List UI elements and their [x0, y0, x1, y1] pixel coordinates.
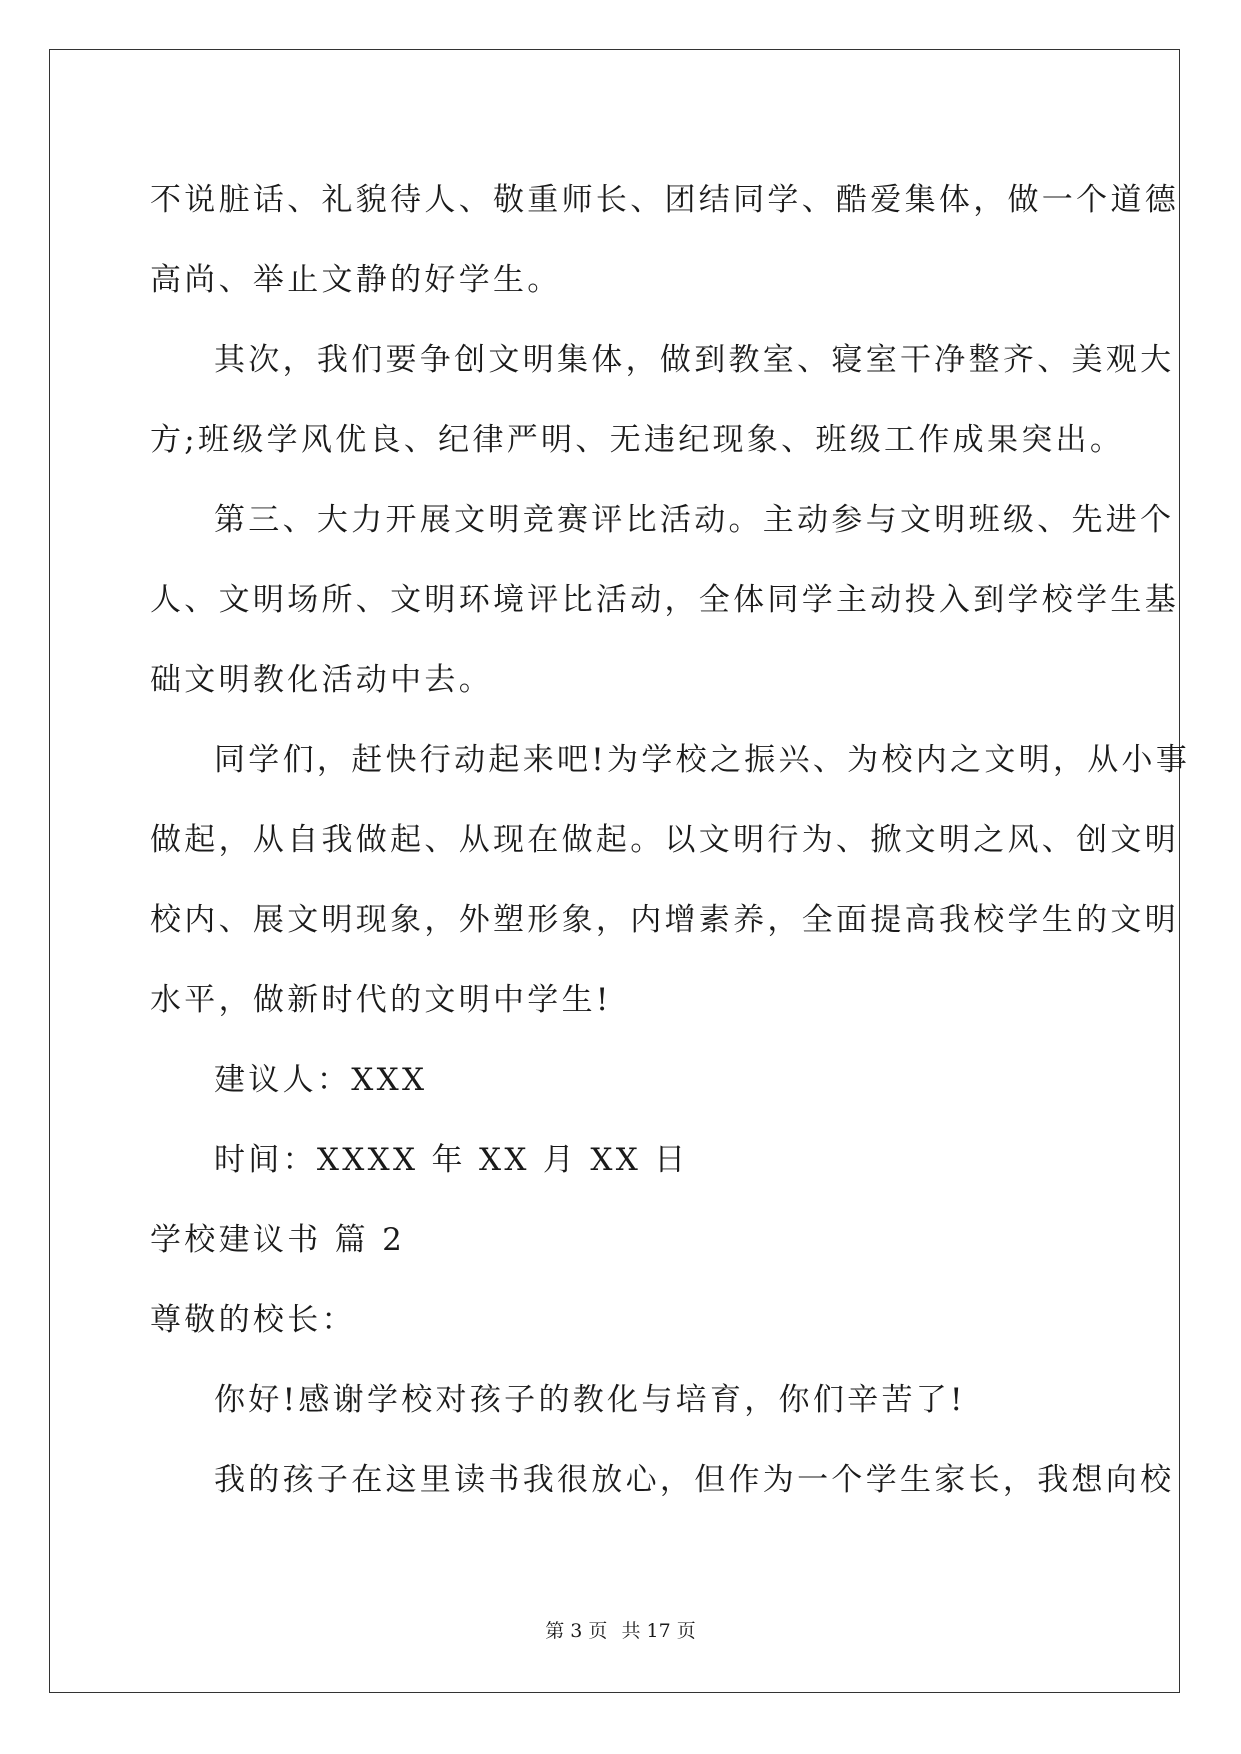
- text-line: 础文明教化活动中去。: [150, 662, 493, 698]
- text-line: 其次，我们要争创文明集体，做到教室、寝室干净整齐、美观大: [214, 342, 1175, 378]
- text-line: 同学们，赶快行动起来吧!为学校之振兴、为校内之文明，从小事: [214, 742, 1191, 778]
- text-line: 水平，做新时代的文明中学生!: [150, 982, 612, 1018]
- text-line: 高尚、举止文静的好学生。: [150, 262, 562, 298]
- text-line: 不说脏话、礼貌待人、敬重师长、团结同学、酷爱集体，做一个道德: [150, 182, 1179, 218]
- section-heading: 学校建议书 篇 2: [150, 1222, 406, 1258]
- text-line: 第三、大力开展文明竞赛评比活动。主动参与文明班级、先进个: [214, 502, 1175, 538]
- page-total: 共 17 页: [621, 1620, 696, 1642]
- date-line: 时间：XXXX 年 XX 月 XX 日: [214, 1142, 689, 1178]
- page-footer: [0, 1616, 1241, 1643]
- text-line: 做起，从自我做起、从现在做起。以文明行为、掀文明之风、创文明: [150, 822, 1179, 858]
- text-line: 方;班级学风优良、纪律严明、无违纪现象、班级工作成果突出。: [150, 422, 1125, 458]
- text-line: 我的孩子在这里读书我很放心，但作为一个学生家长，我想向校: [214, 1462, 1175, 1498]
- text-line: 你好!感谢学校对孩子的教化与培育，你们辛苦了!: [214, 1382, 966, 1418]
- salutation: 尊敬的校长：: [150, 1302, 356, 1338]
- page-number: 第 3 页: [545, 1620, 608, 1642]
- signature-line: 建议人：XXX: [214, 1062, 428, 1098]
- text-line: 人、文明场所、文明环境评比活动，全体同学主动投入到学校学生基: [150, 582, 1179, 618]
- document-body: [150, 160, 1191, 1520]
- text-line: 校内、展文明现象，外塑形象，内增素养，全面提高我校学生的文明: [150, 902, 1179, 938]
